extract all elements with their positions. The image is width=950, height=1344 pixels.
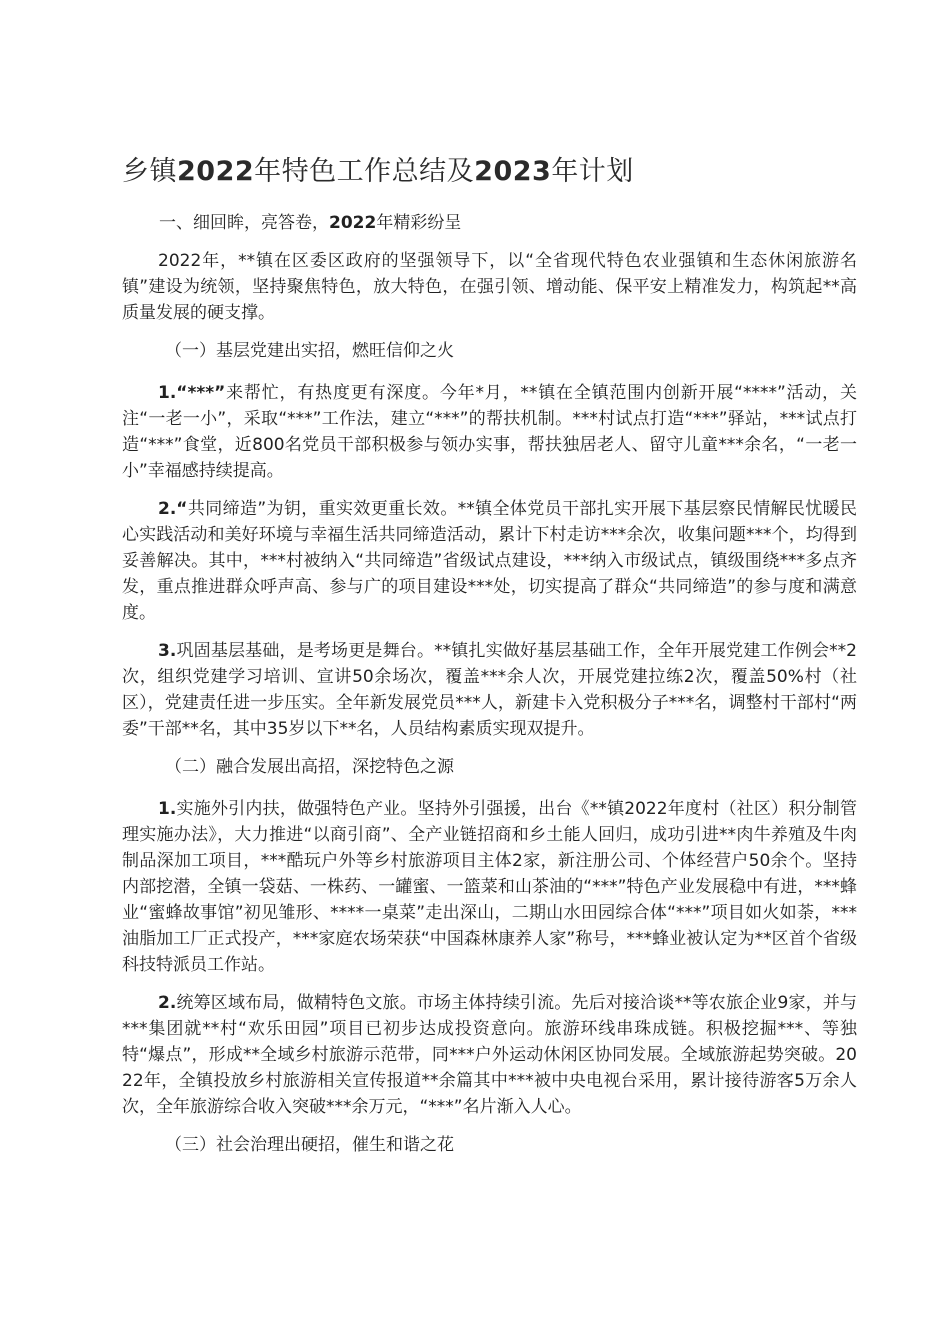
item-lead: 1.“***” (158, 383, 226, 403)
section-heading-text-a: 一、细回眸，亮答卷， (159, 213, 329, 233)
intro-paragraph: 2022年，**镇在区委区政府的坚强领导下，以“全省现代特色农业强镇和生态休闲旅游名镇”建设为统领，坚持聚焦特色，放大特色，在强引领、增动能、保平安上精准发力，构筑起**高质量发展的硬支撑。 (122, 251, 857, 323)
subsection-heading-party-building: （一）基层党建出实招，燃旺信仰之火 (165, 341, 454, 361)
document-title (122, 150, 857, 194)
item-text: 统筹区域布局，做精特色文旅。市场主体持续引流。先后对接洽谈**等农旅企业9家，并与***集团就**村“欢乐田园”项目已初步达成投资意向。旅游环线串珠成链。积极挖掘***、等独特“爆点”，形成**全域乡村旅游示范带，同***户外运动休闲区协同发展。全域旅游起势突破。2022年，全镇投放乡村旅游相关宣传报道**余篇其中***被中央电视台采用，累计接待游客5万余人次，全年旅游综合收入突破***余万元，“***”名片渐入人心。 (122, 993, 857, 1117)
development-item-1 (122, 796, 857, 978)
item-lead: 3. (158, 641, 177, 661)
title-text-3: 年计划 (551, 156, 634, 187)
section-heading-1 (122, 210, 857, 236)
title-year-2022: 2022 (177, 156, 255, 187)
item-lead: 1. (158, 799, 177, 819)
item-text: 来帮忙，有热度更有深度。今年*月，**镇在全镇范围内创新开展“****”活动，关注“一老一小”，采取“***”工作法，建立“***”的帮扶机制。***村试点打造“***”驿站，***试点打造“***”食堂，近800名党员干部积极参与领办实事，帮扶独居老人、留守儿童***余名，“一老一小”幸福感持续提高。 (122, 383, 857, 481)
party-item-3 (122, 638, 857, 742)
development-item-2 (122, 990, 857, 1120)
subsection-heading-social-governance: （三）社会治理出硬招，催生和谐之花 (165, 1135, 454, 1155)
item-text: 实施外引内扶，做强特色产业。坚持外引强援，出台《**镇2022年度村（社区）积分制管理实施办法》，大力推进“以商引商”、全产业链招商和乡土能人回归，成功引进**肉牛养殖及牛肉制品深加工项目，***酷玩户外等乡村旅游项目主体2家，新注册公司、个体经营户50余个。坚持内部挖潜，全镇一袋菇、一株药、一罐蜜、一篮菜和山茶油的“***”特色产业发展稳中有进，***蜂业“蜜蜂故事馆”初见雏形、****一桌菜”走出深山，二期山水田园综合体“***”项目如火如荼，***油脂加工厂正式投产，***家庭农场荣获“中国森林康养人家”称号，***蜂业被认定为**区首个省级科技特派员工作站。 (122, 799, 857, 975)
title-year-2023: 2023 (474, 156, 552, 187)
subsection-heading-integrated-development: （二）融合发展出高招，深挖特色之源 (165, 757, 454, 777)
item-text: 共同缔造”为钥，重实效更重长效。**镇全体党员干部扎实开展下基层察民情解民忧暖民心实践活动和美好环境与幸福生活共同缔造活动，累计下村走访***余次，收集问题***个，均得到妥善解决。其中，***村被纳入“共同缔造”省级试点建设，***纳入市级试点，镇级围绕***多点齐发，重点推进群众呼声高、参与广的项目建设***处，切实提高了群众“共同缔造”的参与度和满意度。 (122, 499, 857, 623)
party-item-2 (122, 496, 857, 626)
section-heading-text-b: 年精彩纷呈 (376, 213, 462, 233)
item-lead: 2. (158, 993, 177, 1013)
section-heading-year: 2022 (329, 213, 377, 233)
party-item-1 (122, 380, 857, 484)
item-lead: 2.“ (158, 499, 188, 519)
title-text-2: 年特色工作总结及 (254, 156, 475, 187)
title-text-1: 乡镇 (122, 156, 177, 187)
item-text: 巩固基层基础，是考场更是舞台。**镇扎实做好基层基础工作，全年开展党建工作例会**2次，组织党建学习培训、宣讲50余场次，覆盖***余人次，开展党建拉练2次，覆盖50%村（社区），党建责任进一步压实。全年新发展党员***人，新建卡入党积极分子***名，调整村干部村“两委”干部**名，其中35岁以下**名，人员结构素质实现双提升。 (122, 641, 857, 739)
